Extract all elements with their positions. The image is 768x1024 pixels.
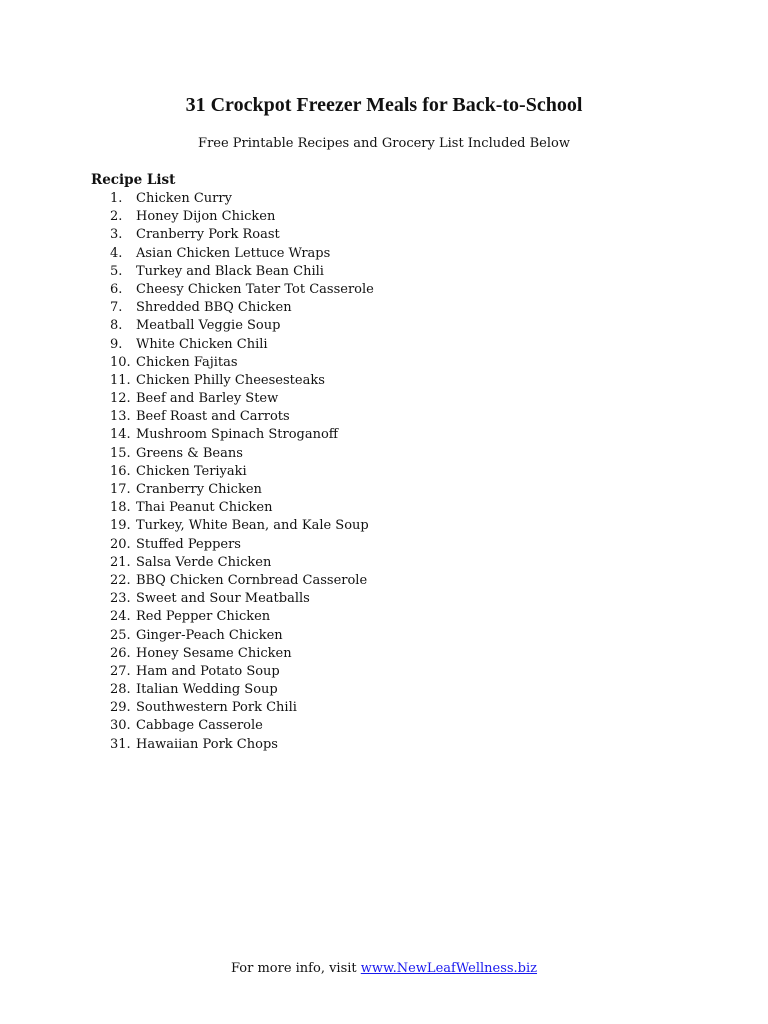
list-item (110, 226, 374, 244)
list-item (110, 390, 374, 408)
list-item (110, 317, 374, 335)
footer (0, 960, 768, 978)
recipe-name: Chicken Curry (136, 191, 232, 206)
list-item (110, 336, 374, 354)
list-item (110, 717, 374, 735)
recipe-name: Red Pepper Chicken (136, 609, 271, 625)
recipe-name: Chicken Philly Cheesesteaks (136, 372, 325, 388)
recipe-number: 31. (110, 736, 131, 752)
recipe-name: Greens & Beans (136, 445, 243, 461)
recipe-number: 29. (110, 700, 131, 716)
list-item (110, 645, 374, 663)
recipe-number: 20. (110, 536, 131, 552)
recipe-number: 13. (110, 409, 131, 425)
recipe-number: 8. (110, 318, 123, 334)
list-item (110, 190, 374, 208)
recipe-name: Mushroom Spinach Stroganoff (136, 427, 339, 443)
recipe-name: Meatball Veggie Soup (136, 318, 281, 334)
page-title: 31 Crockpot Freezer Meals for Back-to-School (185, 94, 583, 116)
recipe-number: 24. (110, 609, 131, 625)
recipe-name: Turkey, White Bean, and Kale Soup (136, 518, 369, 534)
recipe-name: Ham and Potato Soup (136, 663, 280, 679)
recipe-name: Cheesy Chicken Tater Tot Casserole (136, 281, 374, 297)
recipe-list (110, 190, 374, 754)
list-item (110, 263, 374, 281)
recipe-name: Stuffed Peppers (136, 536, 241, 552)
list-item (110, 245, 374, 263)
recipe-number: 9. (110, 336, 123, 352)
recipe-name: Beef and Barley Stew (136, 391, 279, 407)
recipe-number: 15. (110, 445, 131, 461)
recipe-number: 4. (110, 245, 123, 261)
list-item (110, 536, 374, 554)
list-item (110, 372, 374, 390)
recipe-number: 6. (110, 281, 123, 297)
list-item (110, 590, 374, 608)
recipe-name: Cabbage Casserole (136, 718, 263, 734)
list-item (110, 572, 374, 590)
list-item (110, 681, 374, 699)
recipe-number: 14. (110, 427, 131, 443)
recipe-number: 16. (110, 463, 131, 479)
list-item (110, 481, 374, 499)
recipe-name: Italian Wedding Soup (136, 682, 278, 698)
list-item (110, 445, 374, 463)
recipe-name: Southwestern Pork Chili (136, 700, 297, 716)
recipe-name: Salsa Verde Chicken (136, 554, 272, 570)
recipe-number: 7. (110, 300, 123, 316)
recipe-number: 3. (110, 227, 123, 243)
list-item (110, 517, 374, 535)
recipe-name: Ginger-Peach Chicken (136, 627, 283, 643)
recipe-name: Beef Roast and Carrots (136, 409, 290, 425)
recipe-name: Cranberry Chicken (136, 482, 262, 497)
list-item (110, 281, 374, 299)
page-subtitle: Free Printable Recipes and Grocery List Included Below (198, 136, 570, 151)
recipe-name: Asian Chicken Lettuce Wraps (136, 245, 331, 261)
recipe-number: 5. (110, 263, 123, 279)
recipe-name: Hawaiian Pork Chops (136, 736, 278, 752)
recipe-number: 1. (110, 191, 123, 206)
recipe-number: 2. (110, 209, 123, 225)
list-item (110, 354, 374, 372)
recipe-name: Chicken Teriyaki (136, 463, 247, 479)
recipe-name: Cranberry Pork Roast (136, 227, 280, 243)
list-item (110, 499, 374, 517)
list-item (110, 408, 374, 426)
recipe-number: 17. (110, 482, 131, 497)
recipe-number: 25. (110, 627, 131, 643)
list-item (110, 463, 374, 481)
recipe-name: Shredded BBQ Chicken (136, 300, 292, 316)
recipe-name: Honey Dijon Chicken (136, 209, 276, 225)
recipe-number: 23. (110, 591, 131, 607)
list-item (110, 699, 374, 717)
list-item (110, 299, 374, 317)
list-item (110, 208, 374, 226)
recipe-number: 12. (110, 391, 131, 407)
recipe-number: 30. (110, 718, 131, 734)
recipe-list-heading: Recipe List (91, 172, 176, 188)
list-item (110, 627, 374, 645)
recipe-number: 28. (110, 682, 131, 698)
recipe-name: Thai Peanut Chicken (136, 500, 273, 516)
recipe-number: 26. (110, 645, 131, 661)
recipe-name: Chicken Fajitas (136, 354, 238, 370)
list-item (110, 426, 374, 444)
recipe-number: 11. (110, 372, 131, 388)
list-item (110, 608, 374, 626)
recipe-number: 10. (110, 354, 131, 370)
recipe-number: 21. (110, 554, 131, 570)
recipe-name: White Chicken Chili (136, 336, 268, 352)
list-item (110, 554, 374, 572)
recipe-name: Honey Sesame Chicken (136, 645, 292, 661)
recipe-name: Sweet and Sour Meatballs (136, 591, 310, 607)
list-item (110, 736, 374, 754)
list-item (110, 663, 374, 681)
footer-prefix: For more info, visit (230, 961, 361, 976)
recipe-name: Turkey and Black Bean Chili (136, 263, 324, 279)
recipe-number: 27. (110, 663, 131, 679)
website-link[interactable]: www.NewLeafWellness.biz (360, 961, 538, 976)
recipe-number: 19. (110, 518, 131, 534)
recipe-number: 22. (110, 572, 131, 588)
recipe-name: BBQ Chicken Cornbread Casserole (136, 572, 368, 588)
recipe-number: 18. (110, 500, 131, 516)
